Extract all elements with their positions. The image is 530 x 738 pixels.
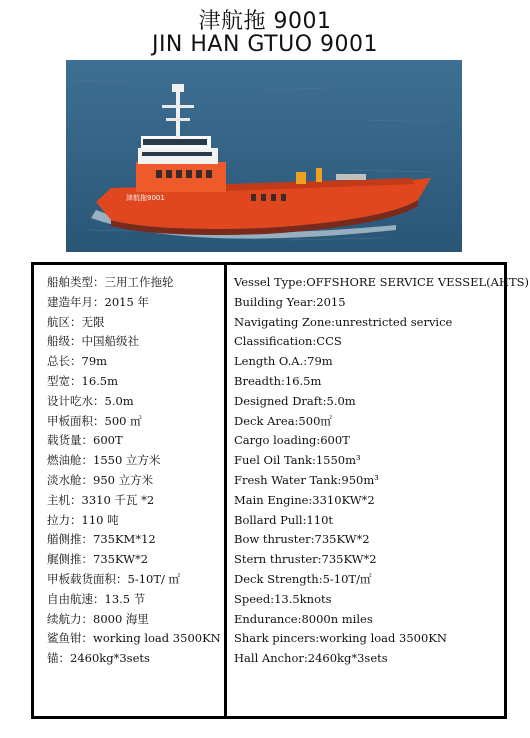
- spec-row: 甲板载货面积：5-10T/ ㎡: [47, 571, 181, 586]
- vessel-photo: [66, 60, 462, 252]
- spec-row: 建造年月：2015 年: [47, 294, 149, 309]
- spec-row: Deck Area:500㎡: [234, 413, 332, 428]
- spec-row: 载货量：600T: [47, 433, 123, 448]
- spec-row: 自由航速：13.5 节: [47, 591, 146, 606]
- spec-row: Vessel Type:OFFSHORE SERVICE VESSEL(AHTS): [234, 275, 529, 289]
- spec-row: Speed:13.5knots: [234, 591, 332, 606]
- spec-row: Navigating Zone:unrestricted service: [234, 314, 453, 329]
- hull-name: 津航拖9001: [126, 194, 165, 202]
- spec-row: Designed Draft:5.0m: [234, 393, 356, 408]
- spec-row: 航区：无限: [47, 314, 105, 329]
- column-divider: [224, 265, 227, 716]
- spec-row: 续航力：8000 海里: [47, 611, 149, 626]
- spec-row: Hall Anchor:2460kg*3sets: [234, 651, 388, 666]
- spec-row: 燃油舱：1550 立方米: [47, 453, 161, 468]
- spec-row: 淡水舱：950 立方米: [47, 472, 154, 487]
- spec-row: Cargo loading:600T: [234, 433, 350, 448]
- specs-chinese-column: [47, 273, 221, 669]
- spec-row: Classification:CCS: [234, 334, 342, 349]
- spec-row: 锚：2460kg*3sets: [47, 651, 150, 666]
- spec-row: Fuel Oil Tank:1550m³: [234, 453, 361, 468]
- vessel-illustration: [66, 60, 462, 252]
- spec-row: 船舶类型：三用工作拖轮: [47, 275, 174, 289]
- spec-row: 拉力：110 吨: [47, 512, 119, 527]
- spec-row: 型宽：16.5m: [47, 373, 119, 388]
- spec-row: Endurance:8000n miles: [234, 611, 373, 626]
- spec-row: Fresh Water Tank:950m³: [234, 472, 379, 487]
- spec-row: 甲板面积：500 ㎡: [47, 413, 142, 428]
- spec-row: 设计吃水：5.0m: [47, 393, 134, 408]
- specs-english-column: [234, 273, 529, 669]
- spec-row: 艉侧推：735KW*2: [47, 552, 149, 567]
- spec-row: Deck Strength:5-10T/㎡: [234, 571, 372, 586]
- specification-table: [31, 262, 529, 719]
- spec-row: Building Year:2015: [234, 294, 346, 309]
- spec-row: Bow thruster:735KW*2: [234, 532, 370, 547]
- title-chinese: 津航拖 9001: [198, 9, 332, 34]
- spec-row: Breadth:16.5m: [234, 373, 322, 388]
- spec-row: 鲨鱼钳：working load 3500KN: [47, 631, 221, 646]
- spec-row: Bollard Pull:110t: [234, 512, 334, 527]
- spec-row: 艏侧推：735KM*12: [47, 532, 156, 547]
- title-english: JIN HAN GTUO 9001: [151, 32, 379, 57]
- spec-row: 总长：79m: [47, 354, 108, 369]
- spec-row: 船级：中国船级社: [47, 334, 139, 349]
- spec-row: Main Engine:3310KW*2: [234, 492, 375, 507]
- spec-row: Shark pincers:working load 3500KN: [234, 631, 447, 646]
- spec-row: 主机：3310 千瓦 *2: [47, 492, 155, 507]
- spec-row: Length O.A.:79m: [234, 354, 333, 369]
- spec-row: Stern thruster:735KW*2: [234, 552, 377, 567]
